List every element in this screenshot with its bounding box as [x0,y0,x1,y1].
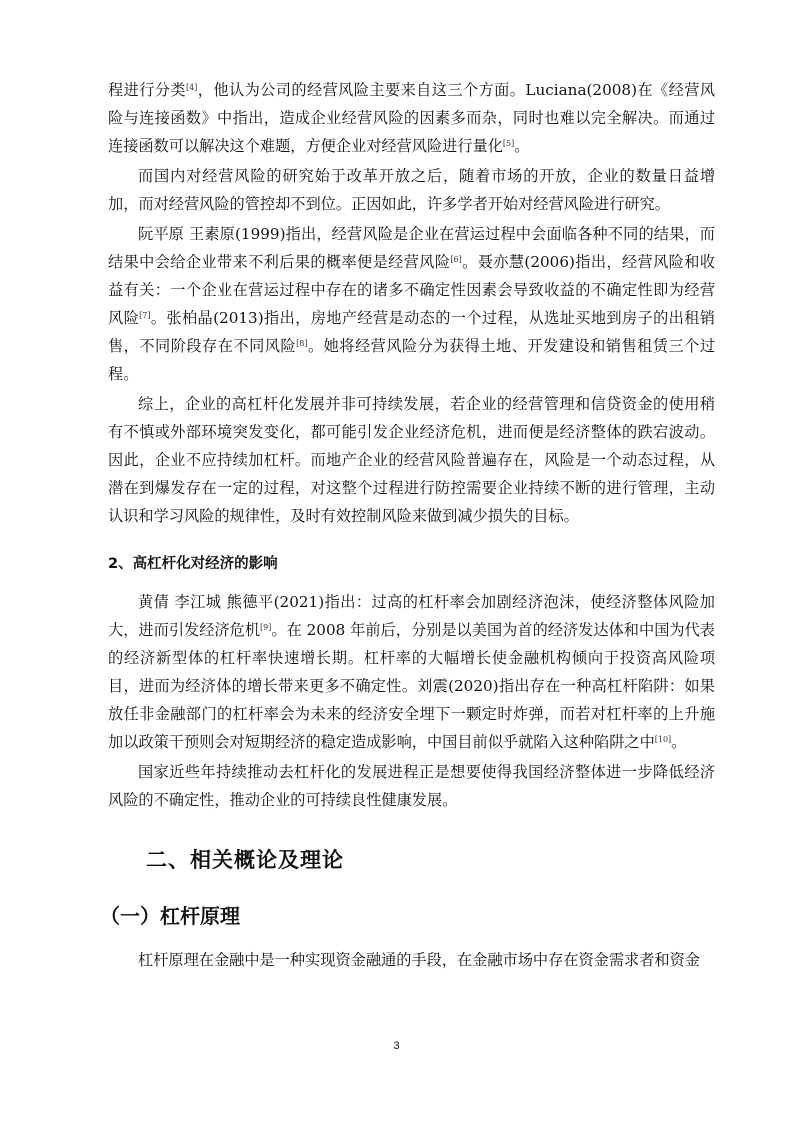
page-content [100,76,716,974]
page-number: 3 [393,1040,400,1052]
paragraph-leverage-principle: 杠杆原理在金融中是一种实现资金融通的手段，在金融市场中存在资金需求者和资金 [138,951,700,969]
text-run: 而国内对经营风险的研究始于改革开放之后，随着市场的开放，企业的数量日益增加，而对经营风险的管控却不到位。正因如此，许多学者开始对经营风险进行研究。 [108,167,715,213]
citation-ref: [5] [502,139,515,148]
citation-ref: [8] [296,339,308,348]
text-run: 。张柏晶(2013)指出，房地产经营是动态的一个过程，从选址买地到房子的出租销售，不同阶段存在不同风险 [108,309,715,355]
text-run: 国家近些年持续推动去杠杆化的发展进程正是想要使得我国经济整体进一步降低经济风险的不确定性，推动企业的可持续良性健康发展。 [108,763,715,809]
text-run: 。在 2008 年前后，分别是以美国为首的经济发达体和中国为代表的经济新型体的杠杆率快速增长期。杠杆率的大幅增长使金融机构倾向于投资高风险项目，进而为经济体的增长带来更多不确定性。刘震(2020)指出存在一种高杠杆陷阱：如果放任非金融部门的杠杆率会为未来的经济安全埋下一颗定时炸弹，而若对杠杆率的上升施加以政策干预则会对短期经济的稳定造成影响，中国目前似乎就陷入这种陷阱之中 [108,621,715,751]
citation-ref: [6] [450,255,462,264]
paragraph [108,758,715,814]
text-run: 。聂亦慧(2006)指出，经营风险和收益有关：一个企业在营运过程中存在的诸多不确定性因素会导致收益的不确定性即为经营风险 [108,253,716,327]
text-run: 阮平原 王素原(1999)指出，经营风险是企业在营运过程中会面临各种不同的结果，而结果中会给企业带来不利后果的概率便是经营风险 [108,225,715,271]
text-run: 。她将经营风险分为获得土地、开发建设和销售租赁三个过程。 [108,337,716,383]
text-run: ，他认为公司的经营风险主要来自这三个方面。Luciana(2008)在《经营风险与连接函数》中指出，造成企业经营风险的因素多而杂，同时也难以完全解决。而通过连接函数可以解决这个难题，方便企业对经营风险进行量化 [108,81,716,155]
citation-ref: [9] [260,623,272,632]
text-run: 综上，企业的高杠杆化发展并非可持续发展，若企业的经营管理和信贷资金的使用稍有不慎或外部环境突发变化，都可能引发企业经济危机，进而便是经济整体的跌宕波动。因此，企业不应持续加杠杆。而地产企业的经营风险普遍存在，风险是一个动态过程，从潜在到爆发存在一定的过程，对这整个过程进行防控需要企业持续不断的进行管理，主动认识和学习风险的规律性，及时有效控制风险来做到减少损失的目标。 [108,395,715,525]
section-heading: （一）杠杆原理 [100,904,240,928]
text-run: 。 [671,733,687,751]
text-run: 黄倩 李江城 熊德平(2021)指出：过高的杠杆率会加剧经济泡沫，使经济整体风险加大，进而引发经济危机 [108,593,715,639]
text-run: 。 [514,137,530,155]
paragraph [108,220,715,388]
citation-ref: [4] [186,83,198,92]
paragraph [108,390,715,530]
paragraph [108,76,715,160]
leverage-economy-section [108,588,715,814]
citation-ref: [10] [654,735,672,744]
paragraph [108,162,715,218]
literature-review-domestic [108,76,715,530]
subsection-heading: 2、高杠杆化对经济的影响 [108,556,278,572]
chapter-heading: 二、相关概论及理论 [146,848,344,872]
citation-ref: [7] [139,311,151,320]
text-run: 程进行分类 [108,81,187,99]
paragraph [108,588,715,756]
